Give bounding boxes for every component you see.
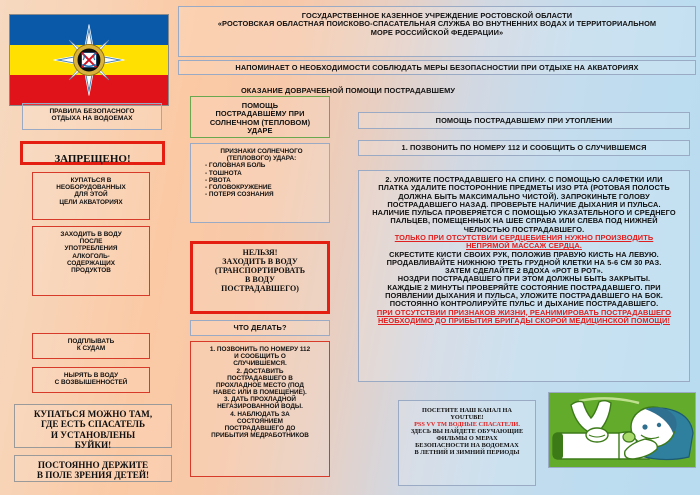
sign-item: - ТОШНОТА <box>205 169 242 177</box>
instruction-line: ПРОДАВЛИВАЙТЕ НИЖНЮЮ ТРЕТЬ ГРУДНОЙ КЛЕТКИ НА 5-6 СМ 30 РАЗ. <box>386 257 662 267</box>
rule-item: ЗАХОДИТЬ В ВОДУ ПОСЛЕ УПОТРЕБЛЕНИЯ АЛКОГОЛЬ- СОДЕРЖАЩИХ ПРОДУКТОВ <box>32 226 150 296</box>
drowning-heading: ПОМОЩЬ ПОСТРАДАВШЕМУ ПРИ УТОПЛЕНИИ <box>358 112 690 129</box>
instruction-line: ПАЛЬЦЕВ, ПОМЕЩЕННЫХ НА ШЕЕ СПРАВА ИЛИ СЛЕВА ПОД НИЖНЕЙ <box>390 216 658 226</box>
sign-item: - ПОТЕРЯ СОЗНАНИЯ <box>205 191 274 199</box>
rule-item: НЫРЯТЬ В ВОДУ С ВОЗВЫШЕННОСТЕЙ <box>32 367 150 393</box>
prohibition-text: НЕЛЬЗЯ! ЗАХОДИТЬ В ВОДУ (ТРАНСПОРТИРОВАТЬ В ВОДУ ПОСТРАДАВШЕГО) <box>214 248 306 293</box>
youtube-promo[interactable] <box>398 400 536 486</box>
rule-item: ПОДПЛЫВАТЬ К СУДАМ <box>32 333 150 359</box>
org-line-3: МОРЕ РОССИЙСКОЙ ФЕДЕРАЦИИ» <box>370 27 504 37</box>
heatstroke-heading: ПОМОЩЬ ПОСТРАДАВШЕМУ ПРИ СОЛНЕЧНОМ (ТЕПЛОВОМ) УДАРЕ <box>190 96 330 138</box>
emergency-star-emblem <box>52 23 126 97</box>
children-text: ПОСТОЯННО ДЕРЖИТЕ В ПОЛЕ ЗРЕНИЯ ДЕТЕЙ! <box>36 460 150 481</box>
rule-item: КУПАТЬСЯ В НЕОБОРУДОВАННЫХ ДЛЯ ЭТОЙ ЦЕЛИ АКВАТОРИЯХ <box>32 172 150 220</box>
forbidden-label: ЗАПРЕЩЕНО! <box>54 153 131 165</box>
instruction-line: ПОСТОЯННО КОНТРОЛИРУЙТЕ ПУЛЬС И ДЫХАНИЕ ПОСТРАДАВШЕГО. <box>389 299 659 309</box>
sign-item: - ГОЛОВНАЯ БОЛЬ <box>205 162 266 170</box>
reminder-banner: НАПОМИНАЕТ О НЕОБХОДИМОСТИ СОБЛЮДАТЬ МЕРЫ БЕЗОПАСНОСТИИ ПРИ ОТДЫХЕ НА АКВАТОРИЯХ <box>178 60 696 75</box>
sign-item: - РВОТА <box>205 176 231 184</box>
org-line-2: «РОСТОВСКАЯ ОБЛАСТНАЯ ПОИСКОВО-СПАСАТЕЛЬНАЯ СЛУЖБА ВО ВНУТНЕННИХ ВОДАХ И ТЕРРИТОРИАЛЬНОМ <box>217 19 657 29</box>
instruction-line: НАЛИЧИЕ ПУЛЬСА ПРОВЕРЯЕТСЯ С ПОМОЩЬЮ УКАЗАТЕЛЬНОГО И СРЕДНЕГО <box>372 208 676 218</box>
signs-title-line-2: (ТЕПЛОВОГО) УДАРА: <box>226 155 297 163</box>
watch-children-note <box>14 455 172 482</box>
left-column-title <box>22 103 162 130</box>
organization-header <box>178 6 696 57</box>
instruction-line: ЧЕЛЮСТЬЮ ПОСТРАДАВШЕГО. <box>463 224 585 234</box>
signs-title-line-1: ПРИЗНАКИ СОЛНЕЧНОГО <box>220 148 303 155</box>
first-aid-section-title: ОКАЗАНИЕ ДОВРАЧЕБНОЙ ПОМОЩИ ПОСТРАДАВШЕМУ <box>240 86 456 95</box>
rostov-region-flag <box>9 14 169 106</box>
heatstroke-signs <box>190 143 330 223</box>
left-title-line-1: ПРАВИЛА БЕЗОПАСНОГО <box>49 108 135 115</box>
drowning-instructions <box>358 170 690 382</box>
instruction-line: 2. УЛОЖИТЕ ПОСТРАДАВШЕГО НА СПИНУ. С ПОМОЩЬЮ САЛФЕТКИ ИЛИ <box>385 175 663 184</box>
youtube-line-5: БЕЗОПАСНОСТИ НА ВОДОЕМАХ <box>415 442 519 450</box>
org-line-1: ГОСУДАРСТВЕННОЕ КАЗЕННОЕ УЧРЕЖДЕНИЕ РОСТОВСКОЙ ОБЛАСТИ <box>301 11 573 20</box>
allowed-swimming-note <box>14 404 172 448</box>
sign-item: - ГОЛОВОКРУЖЕНИЕ <box>205 183 272 191</box>
instruction-line: ЗАТЕМ СДЕЛАЙТЕ 2 ВДОХА «РОТ В РОТ». <box>445 266 603 276</box>
instruction-line: ПЛАТКА УДАЛИТЕ ПОСТОРОННИЕ ПРЕДМЕТЫ ИЗО РТА (РОТОВАЯ ПОЛОСТЬ <box>378 183 670 193</box>
youtube-label: YOUTUBE! <box>450 414 484 422</box>
instruction-line: ДОЛЖНА БЫТЬ МАКСИМАЛЬНО ЧИСТОЙ). ЗАПРОКИНЬТЕ ГОЛОВУ <box>398 191 650 201</box>
left-title-line-2: ОТДЫХА НА ВОДОЕМАХ <box>51 115 133 123</box>
instruction-line: НОЗДРИ ПОСТРАДАВШЕГО ПРИ ЭТОМ ДОЛЖНЫ БЫТЬ ЗАКРЫТЫ. <box>397 274 651 284</box>
warning-line: ТОЛЬКО ПРИ ОТСУТСТВИИ СЕРДЦЕБИЕНИЯ НУЖНО ПРОИЗВОДИТЬ <box>394 232 654 242</box>
instruction-line: СКРЕСТИТЕ КИСТИ СВОИХ РУК, ПОЛОЖИВ ПРАВУЮ КИСТЬ НА ЛЕВУЮ. <box>389 249 659 259</box>
warning-line: НЕПРЯМОЙ МАССАЖ СЕРДЦА. <box>466 241 582 251</box>
instruction-line: КАЖДЫЕ 2 МИНУТЫ ПРОВЕРЯЙТЕ СОСТОЯНИЕ ПОСТРАДАВШЕГО. ПРИ <box>387 282 661 292</box>
drowning-step-1: 1. ПОЗВОНИТЬ ПО НОМЕРУ 112 И СООБЩИТЬ О СЛУЧИВШЕМСЯ <box>358 140 690 156</box>
instruction-line: ПОЯВЛЕНИИ ДЫХАНИЯ И ПУЛЬСА, УЛОЖИТЕ ПОСТРАДАВШЕГО НА БОК. <box>385 290 663 300</box>
forbidden-heading <box>20 141 165 165</box>
cpr-illustration <box>548 392 696 468</box>
warning-line: НЕОБХОДИМО ДО ПРИБЫТИЯ БРИГАДЫ СКОРОЙ МЕДИЦИНСКОЙ ПОМОЩИ! <box>377 315 671 325</box>
allowed-text: КУПАТЬСЯ МОЖНО ТАМ, ГДЕ ЕСТЬ СПАСАТЕЛЬ И УСТАНОВЛЕНЫ БУЙКИ! <box>33 409 153 450</box>
heatstroke-steps: 1. ПОЗВОНИТЬ ПО НОМЕРУ 112 И СООБЩИТЬ О СЛУЧИВШЕМСЯ. 2. ДОСТАВИТЬ ПОСТРАДАВШЕГО В ПРОХЛАДНОЕ МЕСТО (ПОД НАВЕС ИЛИ В ПОМЕЩЕНИЕ). 3. ДАТЬ ПРОХЛАДНОЙ НЕГАЗИРОВАННОЙ ВОДЫ. 4. НАБЛЮДАТЬ ЗА СОСТОЯНИЕМ ПОСТРАДАВШЕГО ДО ПРИБЫТИЯ МЕДРАБОТНИКОВ <box>190 341 330 477</box>
youtube-line-6: В ЛЕТНИЙ И ЗИМНИЙ ПЕРИОДЫ <box>414 449 520 457</box>
what-to-do-heading: ЧТО ДЕЛАТЬ? <box>190 320 330 336</box>
youtube-channel-name[interactable]: PSS VV TM ВОДНЫЕ СПАСАТЕЛИ. <box>414 421 520 429</box>
cpr-mouth-to-mouth-icon <box>549 393 696 468</box>
youtube-line-4: ФИЛЬМЫ О МЕРАХ <box>436 435 498 443</box>
youtube-line-1: ПОСЕТИТЕ НАШ КАНАЛ НА <box>422 407 512 414</box>
instruction-line: ПОСТРАДАВШЕГО НАЗАД. ПРОВЕРЬТЕ НАЛИЧИЕ ДЫХАНИЯ И ПУЛЬСА. <box>387 199 661 209</box>
prohibition-box <box>190 241 330 314</box>
warning-line: ПРИ ОТСУТСТВИИ ПРИЗНАКОВ ЖИЗНИ, РЕАНИМИРОВАТЬ ПОСТРАДАВШЕГО <box>376 307 672 317</box>
youtube-line-3: ЗДЕСЬ ВЫ НАЙДЕТЕ ОБУЧАЮЩИЕ <box>410 428 524 436</box>
